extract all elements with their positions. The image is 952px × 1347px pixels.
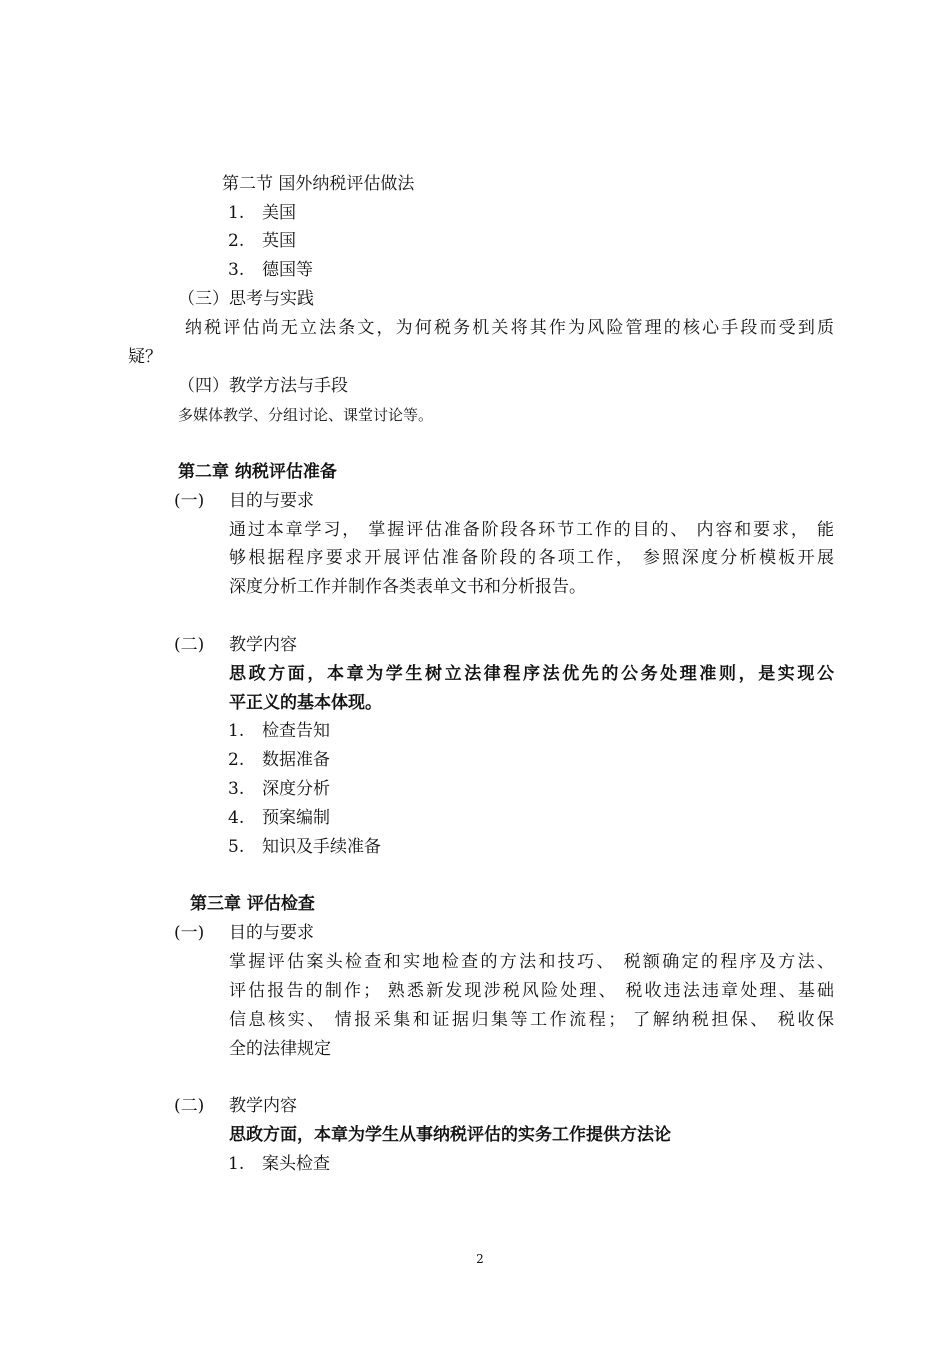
- subsection-label: (一): [174, 491, 205, 511]
- item-text: 检查告知: [262, 721, 330, 741]
- item-text: 数据准备: [262, 750, 330, 770]
- goal-text-line: 掌握评估案头检查和实地检查的方法和技巧、 税额确定的程序及方法、: [229, 952, 834, 972]
- ideology-text: 思政方面，本章为学生从事纳税评估的实务工作提供方法论: [229, 1125, 671, 1145]
- item-text: 知识及手续准备: [262, 837, 381, 857]
- item-number: 3.: [228, 260, 245, 280]
- subsection-heading: 目的与要求: [229, 923, 314, 943]
- item-text: 案头检查: [262, 1154, 330, 1174]
- goal-text-line: 评估报告的制作； 熟悉新发现涉税风险处理、 税收违法违章处理、基础: [229, 981, 834, 1001]
- chapter-title: 第二章 纳税评估准备: [178, 462, 337, 482]
- list-item: [228, 231, 296, 251]
- list-item: [228, 808, 330, 828]
- goal-text-line: 信息核实、 情报采集和证据归集等工作流程； 了解纳税担保、 税收保: [229, 1010, 834, 1030]
- ideology-text-line: 平正义的基本体现。: [229, 693, 382, 713]
- goal-text-line: 全的法律规定: [229, 1039, 331, 1059]
- item-number: 2.: [228, 750, 245, 770]
- item-number: 1.: [228, 721, 245, 741]
- chapter-title: 第三章 评估检查: [190, 894, 315, 914]
- practice-text-line: 纳税评估尚无立法条文，为何税务机关将其作为风险管理的核心手段而受到质: [185, 318, 834, 338]
- item-number: 4.: [228, 808, 245, 828]
- item-number: 2.: [228, 231, 245, 251]
- subsection-label: (一): [174, 923, 205, 943]
- item-text: 英国: [262, 231, 296, 251]
- list-item: [228, 260, 313, 280]
- practice-heading: （三）思考与实践: [178, 289, 314, 309]
- ideology-text-line: 思政方面，本章为学生树立法律程序法优先的公务处理准则，是实现公: [229, 664, 834, 684]
- list-item: [228, 750, 330, 770]
- item-text: 美国: [262, 203, 296, 223]
- practice-text-line: 疑？: [128, 347, 162, 367]
- section-heading: 第二节 国外纳税评估做法: [222, 174, 415, 194]
- subsection-label: (二): [174, 1096, 205, 1116]
- item-number: 5.: [228, 837, 245, 857]
- list-item: [228, 779, 330, 799]
- item-number: 3.: [228, 779, 245, 799]
- subsection-label: (二): [174, 635, 205, 655]
- method-text: 多媒体教学、分组讨论、课堂讨论等。: [178, 406, 434, 424]
- item-number: 1.: [228, 1154, 245, 1174]
- item-number: 1.: [228, 203, 245, 223]
- item-text: 预案编制: [262, 808, 330, 828]
- list-item: [228, 1154, 330, 1174]
- goal-text-line: 够根据程序要求开展评估准备阶段的各项工作， 参照深度分析模板开展: [229, 548, 834, 568]
- page-number: 2: [476, 1252, 484, 1266]
- subsection-heading: 教学内容: [229, 1096, 297, 1116]
- item-text: 德国等: [262, 260, 313, 280]
- goal-text-line: 通过本章学习， 掌握评估准备阶段各环节工作的目的、 内容和要求， 能: [229, 520, 834, 540]
- method-heading: （四）教学方法与手段: [178, 376, 348, 396]
- list-item: [228, 837, 381, 857]
- goal-text-line: 深度分析工作并制作各类表单文书和分析报告。: [229, 577, 586, 597]
- subsection-heading: 目的与要求: [229, 491, 314, 511]
- item-text: 深度分析: [262, 779, 330, 799]
- list-item: [228, 203, 296, 223]
- list-item: [228, 721, 330, 741]
- subsection-heading: 教学内容: [229, 635, 297, 655]
